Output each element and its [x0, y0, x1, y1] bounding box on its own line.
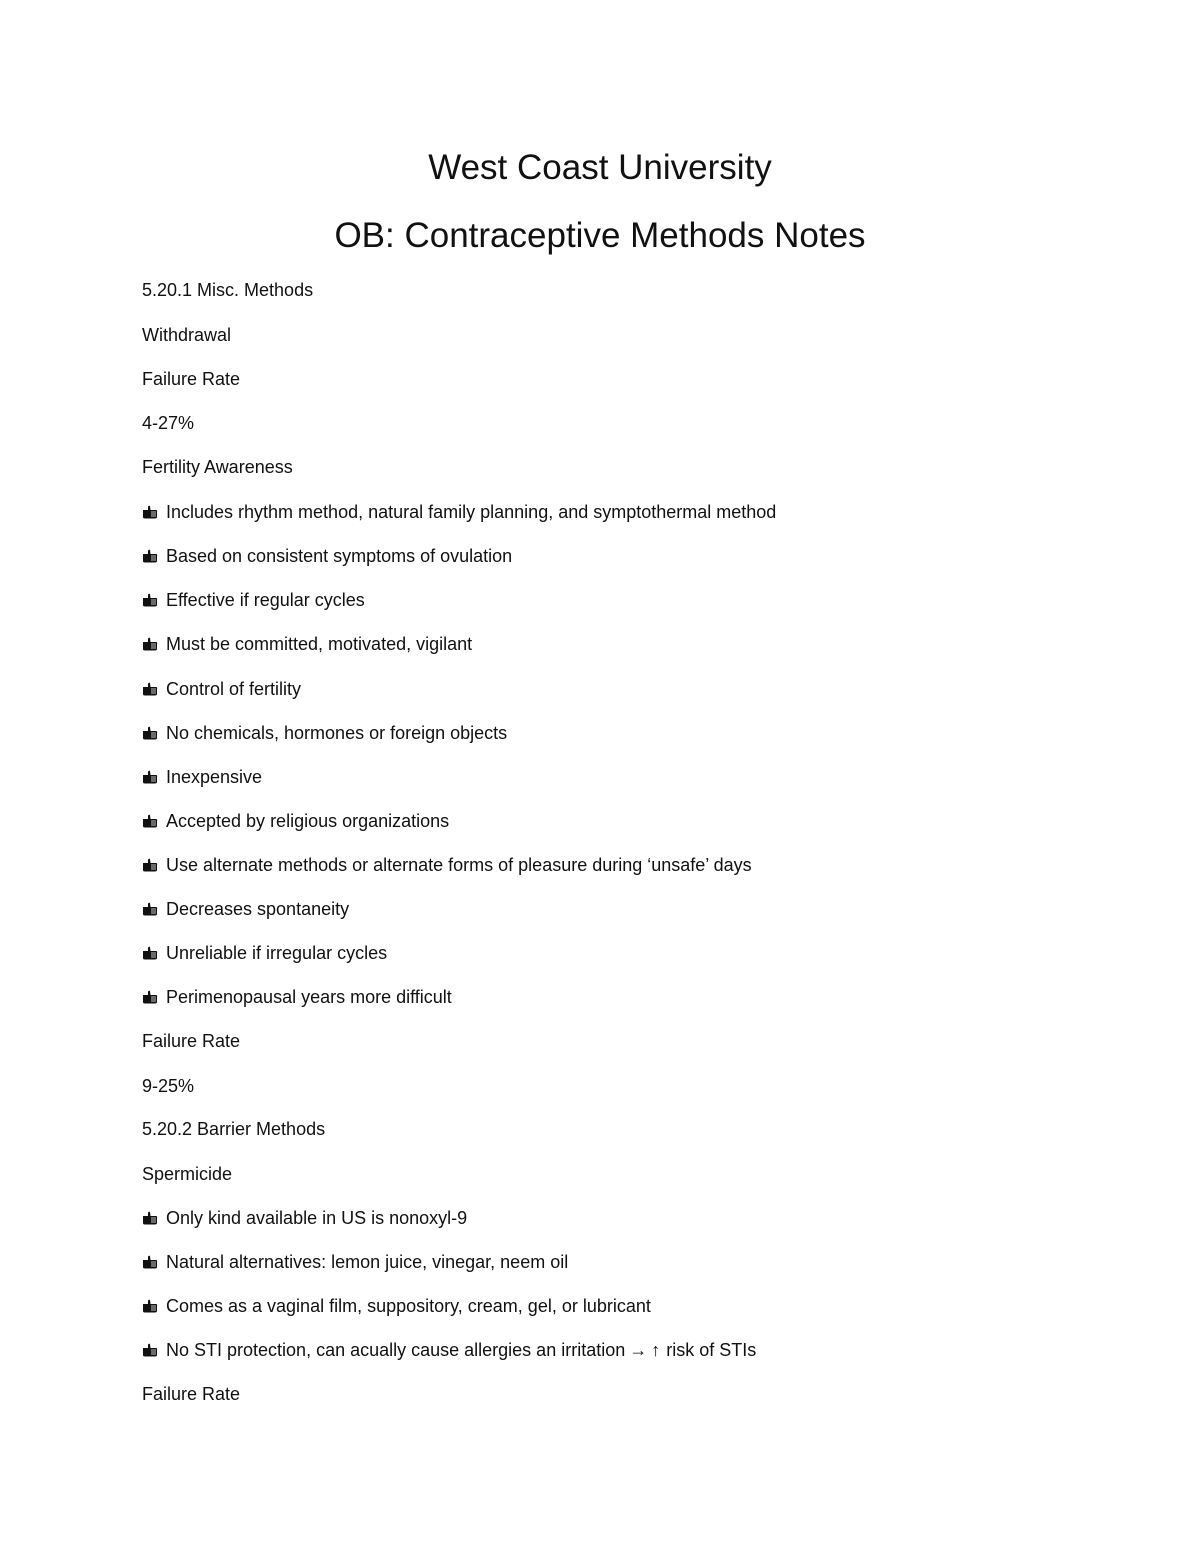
note-text: 9-25% — [142, 1076, 195, 1096]
bullet-text-after: risk of STIs — [666, 1340, 757, 1360]
pointing-hand-icon — [142, 902, 158, 916]
section-heading-text: 5.20.1 Misc. Methods — [142, 280, 314, 300]
pointing-hand-icon — [142, 1299, 158, 1313]
section-heading — [142, 1118, 325, 1140]
pointing-hand-icon — [142, 990, 158, 1004]
note-text: Withdrawal — [142, 325, 232, 345]
page-subtitle: OB: Contraceptive Methods Notes — [334, 216, 866, 255]
bullet-text: Accepted by religious organizations — [166, 811, 450, 831]
bullet-item — [142, 1339, 756, 1361]
bullet-text: Decreases spontaneity — [166, 899, 350, 919]
note-line — [142, 1075, 194, 1097]
bullet-item — [142, 898, 349, 920]
note-text: 4-27% — [142, 413, 195, 433]
pointing-hand-icon — [142, 549, 158, 563]
note-text: Failure Rate — [142, 1031, 241, 1051]
pointing-hand-icon — [142, 1255, 158, 1269]
pointing-hand-icon — [142, 858, 158, 872]
note-text: Failure Rate — [142, 369, 241, 389]
bullet-text: Comes as a vaginal film, suppository, cream, gel, or lubricant — [166, 1296, 651, 1316]
bullet-item — [142, 722, 507, 744]
bullet-item — [142, 1251, 568, 1273]
section-heading — [142, 279, 313, 301]
note-line — [142, 368, 240, 390]
note-line — [142, 1163, 232, 1185]
bullet-text: Must be committed, motivated, vigilant — [166, 634, 473, 654]
pointing-hand-icon — [142, 593, 158, 607]
pointing-hand-icon — [142, 1211, 158, 1225]
pointing-hand-icon — [142, 770, 158, 784]
bullet-item — [142, 986, 452, 1008]
right-arrow-icon: → — [629, 1340, 648, 1360]
up-arrow-icon: ↑ — [651, 1340, 661, 1360]
bullet-text: Natural alternatives: lemon juice, vinegar, neem oil — [166, 1252, 569, 1272]
pointing-hand-icon — [142, 637, 158, 651]
pointing-hand-icon — [142, 946, 158, 960]
bullet-item — [142, 766, 262, 788]
section-heading-text: 5.20.2 Barrier Methods — [142, 1119, 326, 1139]
note-line — [142, 1030, 240, 1052]
bullet-item — [142, 942, 387, 964]
bullet-text: Includes rhythm method, natural family planning, and symptothermal method — [166, 502, 777, 522]
bullet-text: Perimenopausal years more difficult — [166, 987, 452, 1007]
note-line — [142, 412, 194, 434]
bullet-item — [142, 633, 472, 655]
bullet-text: Effective if regular cycles — [166, 590, 365, 610]
pointing-hand-icon — [142, 726, 158, 740]
bullet-item — [142, 810, 449, 832]
note-line — [142, 456, 293, 478]
bullet-item — [142, 545, 512, 567]
pointing-hand-icon — [142, 814, 158, 828]
note-line — [142, 324, 231, 346]
bullet-text: Inexpensive — [166, 767, 263, 787]
bullet-item — [142, 678, 301, 700]
pointing-hand-icon — [142, 682, 158, 696]
note-text: Spermicide — [142, 1164, 233, 1184]
bullet-text: Unreliable if irregular cycles — [166, 943, 388, 963]
bullet-text: Based on consistent symptoms of ovulation — [166, 546, 513, 566]
note-text: Failure Rate — [142, 1384, 241, 1404]
bullet-item — [142, 501, 776, 523]
note-line — [142, 1383, 240, 1405]
bullet-text: Control of fertility — [166, 679, 302, 699]
pointing-hand-icon — [142, 505, 158, 519]
bullet-text: No STI protection, can acually cause allergies an irritation — [166, 1340, 626, 1360]
page-title: West Coast University — [428, 148, 772, 187]
bullet-text: No chemicals, hormones or foreign objects — [166, 723, 508, 743]
bullet-item — [142, 1207, 467, 1229]
bullet-text: Use alternate methods or alternate forms of pleasure during ‘unsafe’ days — [166, 855, 752, 875]
pointing-hand-icon — [142, 1343, 158, 1357]
bullet-item — [142, 589, 365, 611]
bullet-text: Only kind available in US is nonoxyl-9 — [166, 1208, 468, 1228]
bullet-item — [142, 854, 752, 876]
note-text: Fertility Awareness — [142, 457, 293, 477]
bullet-item — [142, 1295, 651, 1317]
